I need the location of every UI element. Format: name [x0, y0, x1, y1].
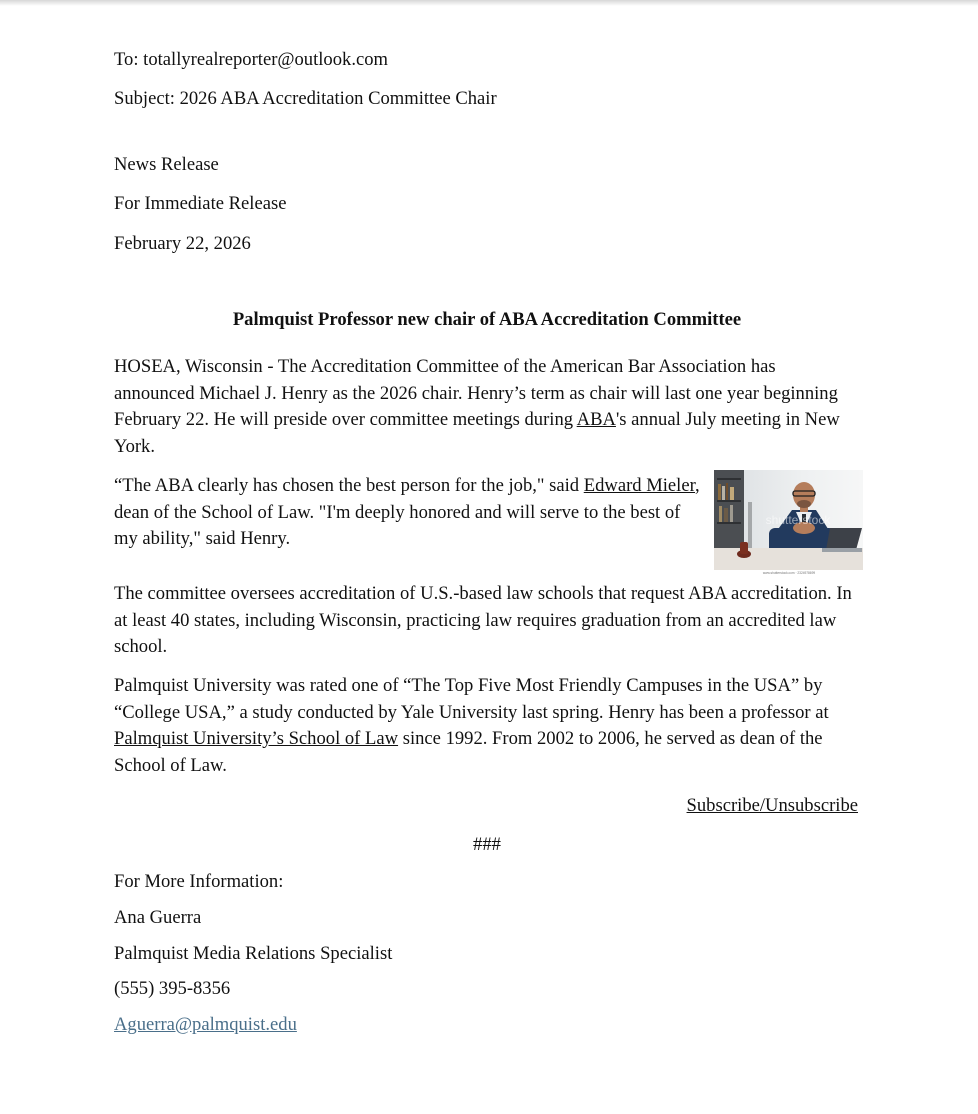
window-top-shadow	[0, 0, 978, 6]
release-timing: For Immediate Release	[114, 193, 287, 214]
contact-role: Palmquist Media Relations Specialist	[114, 943, 393, 964]
paragraph-3: The committee oversees accreditation of U.S.-based law schools that request ABA accreditation. In at least 40 states, including Wisconsin, practicing law requires graduation from an accredited law school.	[114, 583, 852, 657]
paragraph-2-text-a: “The ABA clearly has chosen the best person for the job," said	[114, 475, 584, 496]
contact-phone: (555) 395-8356	[114, 978, 231, 999]
subscribe-row	[114, 795, 858, 817]
professor-photo	[714, 470, 863, 575]
paragraph-1-text-b: 's annual July meeting in New York.	[114, 409, 840, 457]
edward-mieler-link[interactable]: Edward Mieler	[583, 475, 696, 496]
to-line: To: totallyrealreporter@outlook.com	[114, 49, 388, 70]
release-date: February 22, 2026	[114, 233, 251, 254]
contact-name: Ana Guerra	[114, 907, 202, 928]
end-marker: ###	[473, 834, 501, 855]
paragraph-4-text-a: Palmquist University was rated one of “The Top Five Most Friendly Campuses in the USA” by “College USA,” a study conducted by Yale University last spring. Henry has been a professor at	[114, 675, 829, 723]
contact-email-row	[114, 1014, 297, 1036]
paragraph-2	[114, 473, 708, 553]
contact-email-link[interactable]: Aguerra@palmquist.edu	[114, 1014, 297, 1035]
paragraph-4	[114, 673, 860, 779]
paragraph-4-text-b: since 1992. From 2002 to 2006, he served as dean of the School of Law.	[114, 728, 823, 776]
aba-link[interactable]: ABA	[576, 409, 616, 430]
subscribe-link[interactable]: Subscribe/Unsubscribe	[686, 795, 858, 816]
paragraph-1	[114, 354, 860, 460]
subject-line: Subject: 2026 ABA Accreditation Committee Chair	[114, 88, 497, 109]
release-type: News Release	[114, 154, 219, 175]
paragraph-2-text-b: , dean of the School of Law. "I'm deeply honored and will serve to the best of my ability," said Henry.	[114, 475, 700, 549]
paragraph-1-text-a: HOSEA, Wisconsin - The Accreditation Committee of the American Bar Association has announced Michael J. Henry as the 2026 chair. Henry’s term as chair will last one year beginning February 22. He will preside over committee meetings during	[114, 356, 838, 430]
contact-heading: For More Information:	[114, 871, 284, 892]
photo-caption: www.shutterstock.com · 2324978699	[762, 571, 816, 575]
headline: Palmquist Professor new chair of ABA Accreditation Committee	[232, 309, 742, 330]
photo-watermark: shutterstock	[765, 513, 831, 527]
law-school-link[interactable]: Palmquist University’s School of Law	[114, 728, 399, 749]
